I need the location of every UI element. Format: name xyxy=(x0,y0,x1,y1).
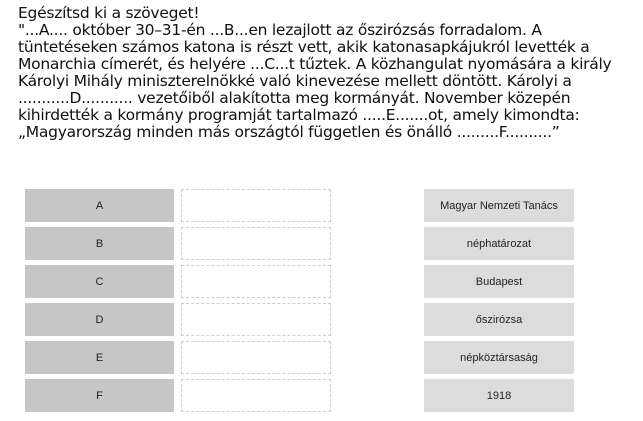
answer-option-nepkoztarsasag[interactable]: népköztársaság xyxy=(424,341,574,374)
gap-label-d: D xyxy=(25,303,174,336)
gap-label-b: B xyxy=(25,227,174,260)
gap-label-a: A xyxy=(25,189,174,222)
drop-zone-a[interactable] xyxy=(181,189,331,222)
drop-zone-b[interactable] xyxy=(181,227,331,260)
exercise-text: "...A.... október 30–31-én ...B...en lezajlott az őszirózsás forradalom. A tüntetéseken számos katona is részt vett, akik katonasapkájukról levették a Monarchia címerét, és helyére ...C...t tűztek. A közhangulat nyomására a király Károlyi Mihály miniszterelnökké való kinevezése mellett döntött. Károlyi a ...........D........... vezetőiből alakította meg kormányát. November közepén kihirdették a kormány programját tartalmazó .....E.......ot, amely kimondta: „Magyarország minden más országtól független és önálló .........F..........” xyxy=(18,21,612,141)
drop-zone-f[interactable] xyxy=(181,379,331,412)
answer-option-nephatarozat[interactable]: néphatározat xyxy=(424,227,574,260)
drop-zone-column xyxy=(181,189,331,417)
gap-label-column xyxy=(25,189,174,417)
drop-zone-e[interactable] xyxy=(181,341,331,374)
answer-option-budapest[interactable]: Budapest xyxy=(424,265,574,298)
drop-zone-c[interactable] xyxy=(181,265,331,298)
drop-zone-d[interactable] xyxy=(181,303,331,336)
gap-label-e: E xyxy=(25,341,174,374)
answer-option-magyar-nemzeti-tanacs[interactable]: Magyar Nemzeti Tanács xyxy=(424,189,574,222)
exercise-instructions xyxy=(18,5,630,141)
gap-label-c: C xyxy=(25,265,174,298)
answer-option-oszirozsa[interactable]: őszirózsa xyxy=(424,303,574,336)
exercise-title: Egészítsd ki a szöveget! xyxy=(18,4,200,22)
answer-options-column xyxy=(424,189,574,417)
answer-option-1918[interactable]: 1918 xyxy=(424,379,574,412)
gap-label-f: F xyxy=(25,379,174,412)
